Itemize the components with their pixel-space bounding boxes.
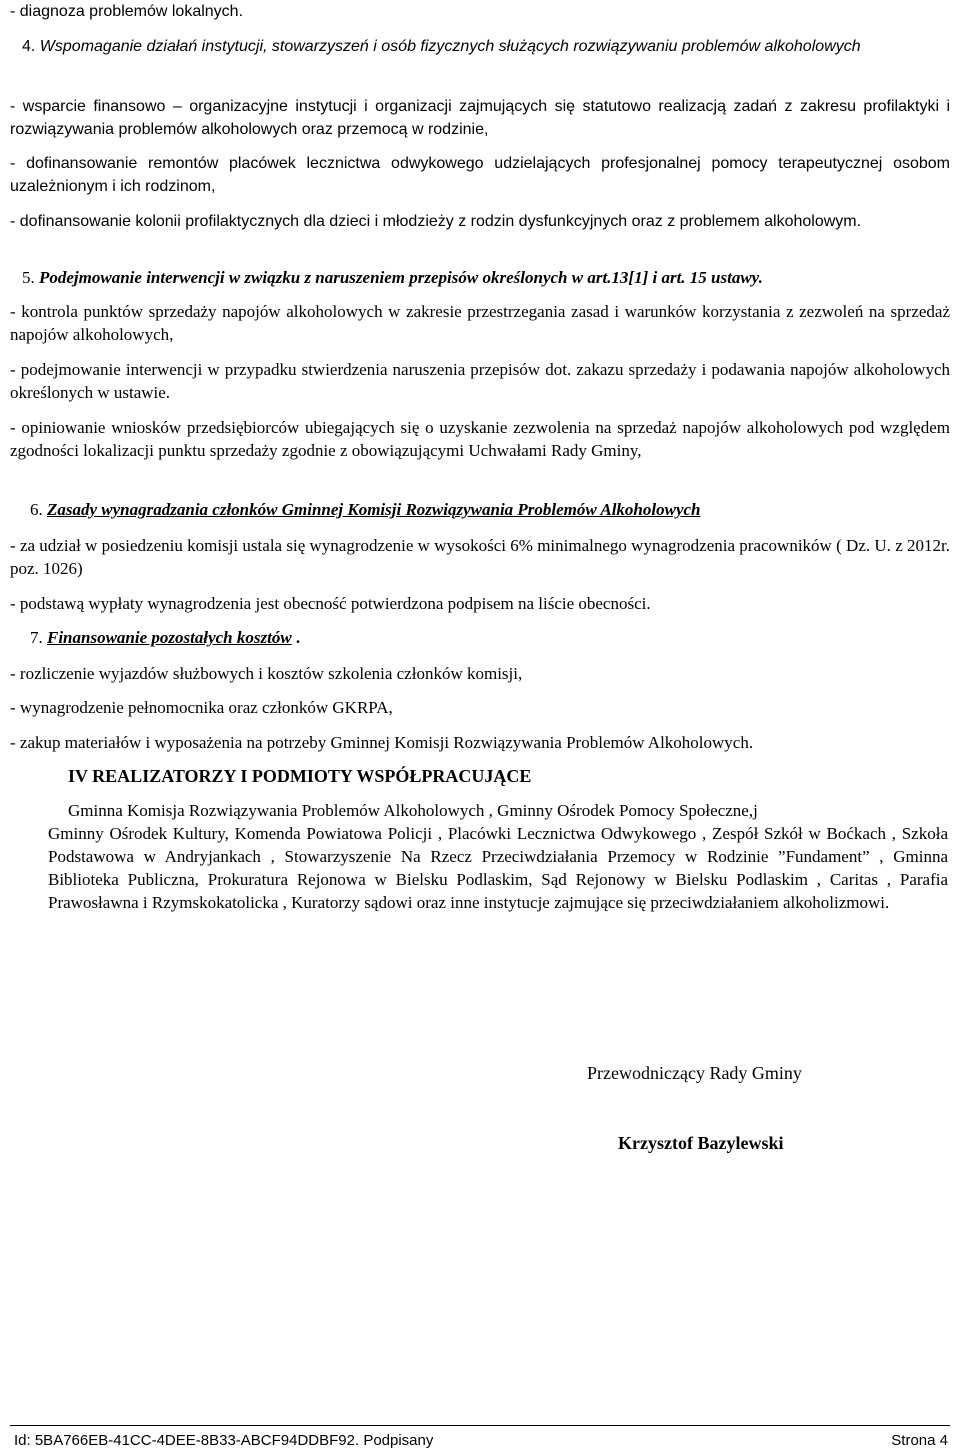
page-number: Strona 4 bbox=[891, 1432, 948, 1449]
signature-role: Przewodniczący Rady Gminy bbox=[587, 1063, 802, 1083]
section-7-item-1: - rozliczenie wyjazdów służbowych i kosztów szkolenia członków komisji, bbox=[10, 664, 523, 683]
section-7-item-3: - zakup materiałów i wyposażenia na potrzeby Gminnej Komisji Rozwiązywania Problemów Alkoholowych. bbox=[10, 733, 754, 752]
section-4-item-3: - dofinansowanie kolonii profilaktycznych dla dzieci i młodzieży z rodzin dysfunkcyjnych oraz z problemem alkoholowym. bbox=[10, 213, 862, 230]
section-5-item-3: - opiniowanie wniosków przedsiębiorców ubiegających się o uzyskanie zezwolenia na sprzedaż napojów alkoholowych pod względem zgodności lokalizacji punktu sprzedaży zgodnie z obowiązującymi Uchwałami Rady Gminy, bbox=[10, 418, 950, 460]
document-id: Id: 5BA766EB-41CC-4DEE-8B33-ABCF94DDBF92. Podpisany bbox=[14, 1432, 434, 1449]
partners-paragraph: Gminny Ośrodek Kultury, Komenda Powiatowa Policji , Placówki Lecznictwa Odwykowego , Zespół Szkół w Boćkach , Szkoła Podstawowa w Andryjankach , Stowarzyszenie Na Rzecz Przeciwdziałania Przemocy w Rodzinie ”Fundament” , Gminna Biblioteka Publiczna, Prokuratura Rejonowa w Bielsku Podlaskim, Sąd Rejonowy w Bielsku Podlaskim , Caritas , Parafia Prawosławna i Rzymskokatolicka , Kuratorzy sądowi oraz inne instytucje zajmujące się przeciwdziałaniem alkoholizmowi. bbox=[48, 824, 948, 912]
section-7-dot: . bbox=[291, 628, 301, 647]
section-7-item-2: - wynagrodzenie pełnomocnika oraz członków GKRPA, bbox=[10, 698, 393, 717]
section-7-heading bbox=[30, 626, 950, 649]
bullet-diagnoza: - diagnoza problemów lokalnych. bbox=[10, 3, 244, 20]
section-6-item-1: - za udział w posiedzeniu komisji ustala się wynagrodzenie w wysokości 6% minimalnego wynagrodzenia pracowników ( Dz. U. z 2012r. poz. 1026) bbox=[10, 536, 950, 578]
section-5-title: Podejmowanie interwencji w związku z naruszeniem przepisów określonych w art.13[1] i art. 15 ustawy. bbox=[39, 268, 763, 287]
signature-name: Krzysztof Bazylewski bbox=[618, 1133, 784, 1153]
section-4-title: Wspomaganie działań instytucji, stowarzyszeń i osób fizycznych służących rozwiązywaniu problemów alkoholowych bbox=[39, 38, 861, 55]
section-4-item-2: - dofinansowanie remontów placówek lecznictwa odwykowego udzielających profesjonalnej pomocy terapeutycznej osobom uzależnionym i ich rodzinom, bbox=[10, 155, 950, 195]
section-4-heading bbox=[22, 35, 950, 58]
section-6-title: Zasady wynagradzania członków Gminnej Komisji Rozwiązywania Problemów Alkoholowych bbox=[47, 500, 701, 519]
footer bbox=[14, 1432, 948, 1449]
section-7-title: Finansowanie pozostałych kosztów bbox=[47, 628, 292, 647]
section-5-item-2: - podejmowanie interwencji w przypadku stwierdzenia naruszenia przepisów dot. zakazu sprzedaży i podawania napojów alkoholowych określonych w ustawie. bbox=[10, 360, 950, 402]
section-4-number: 4. bbox=[22, 38, 40, 55]
heading-iv: IV REALIZATORZY I PODMIOTY WSPÓŁPRACUJĄCE bbox=[68, 766, 532, 786]
section-4-item-1: - wsparcie finansowo – organizacyjne instytucji i organizacji zajmujących się statutowo realizacją zadań z zakresu profilaktyki i rozwiązywania problemów alkoholowych oraz przemocą w rodzinie, bbox=[10, 98, 950, 138]
section-7-number: 7. bbox=[30, 628, 47, 647]
section-6-number: 6. bbox=[30, 500, 47, 519]
section-6-item-2: - podstawą wypłaty wynagrodzenia jest obecność potwierdzona podpisem na liście obecności. bbox=[10, 594, 651, 613]
partners-first-line: Gminna Komisja Rozwiązywania Problemów Alkoholowych , Gminny Ośrodek Pomocy Społeczne,j bbox=[68, 801, 758, 820]
footer-divider bbox=[10, 1425, 950, 1426]
section-5-item-1: - kontrola punktów sprzedaży napojów alkoholowych w zakresie przestrzegania zasad i warunków korzystania z zezwoleń na sprzedaż napojów alkoholowych, bbox=[10, 302, 950, 344]
section-6-heading bbox=[30, 498, 950, 521]
section-5-heading bbox=[22, 266, 950, 289]
section-5-number: 5. bbox=[22, 268, 39, 287]
